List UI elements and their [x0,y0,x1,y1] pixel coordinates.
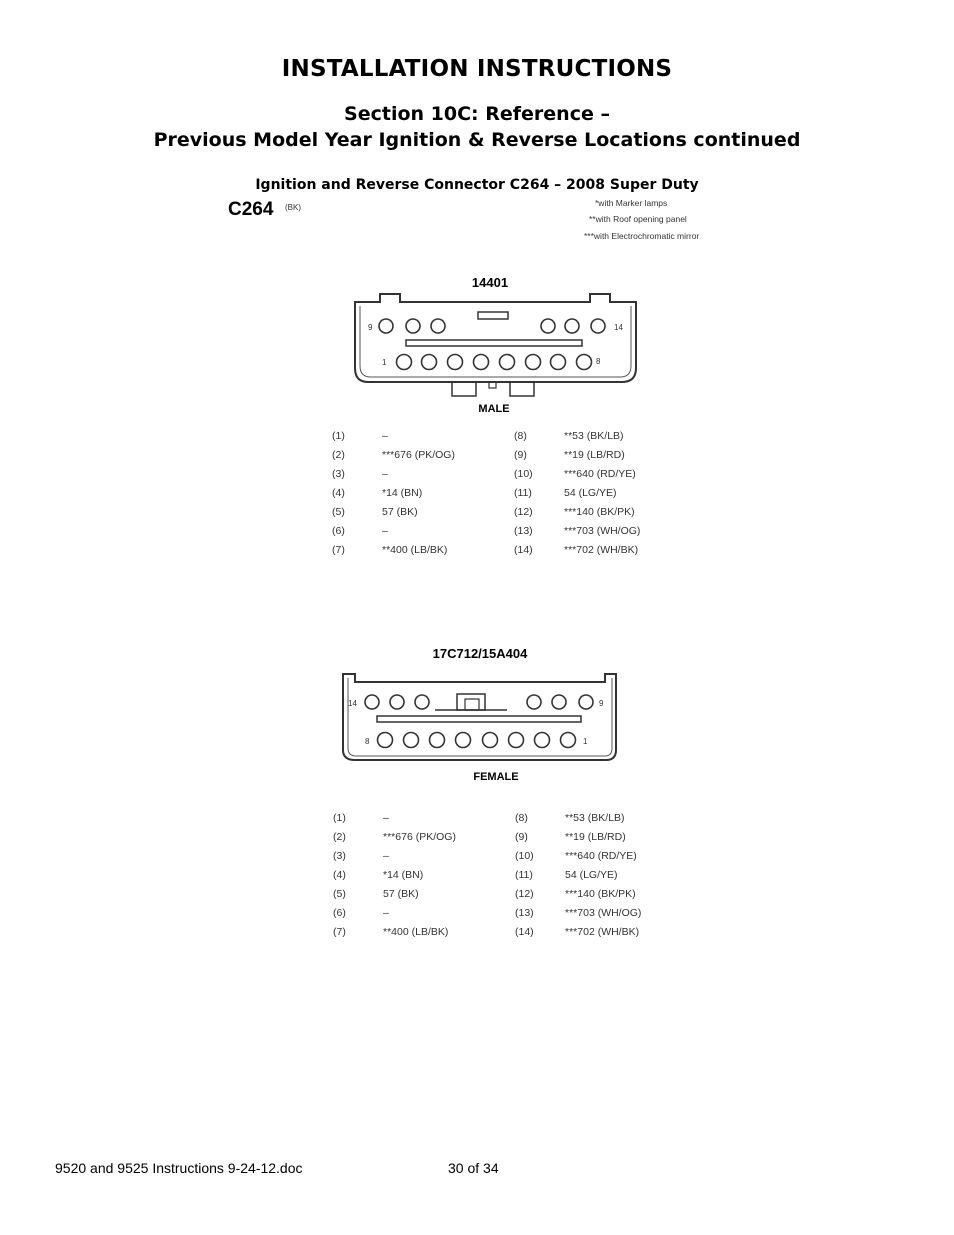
female-pin-table: (1) – (8) **53 (BK/LB) (2) ***676 (PK/OG) (9) **19 (LB/RD) (3) – (10) ***640 (RD/YE) (4) *14 (BN) (11) 54 (LG/YE) (5) 57 (BK) (12) ***140 (BK/PK) (6) – (13) ***703 (WH/OG) (7) **400 (LB/BK) (14) ***702 (WH/BK) [333,812,642,938]
male-label-top-right: 14 [614,323,623,332]
figure-caption: Ignition and Reverse Connector C264 – 2008 Super Duty [255,177,699,193]
male-part-number: 14401 [471,275,509,290]
female-connector-diagram [335,668,625,768]
female-gender-label: FEMALE [473,771,519,783]
female-key-slot [457,694,485,710]
note-roof-panel: **with Roof opening panel [589,214,687,224]
male-label-bottom-right: 8 [596,357,601,366]
male-top-pins [379,319,605,333]
male-gender-label: MALE [478,403,510,415]
male-label-bottom-left: 1 [382,358,387,367]
note-marker-lamps: *with Marker lamps [595,198,668,208]
male-center-bar [406,340,582,346]
section-heading: Section 10C: Reference – [344,103,610,125]
page-title: INSTALLATION INSTRUCTIONS [281,56,673,82]
female-label-top-left: 14 [348,699,357,708]
footer-page-number: 30 of 34 [448,1160,499,1176]
male-key-slot [478,312,508,319]
male-pin-table: (1) – (8) **53 (BK/LB) (2) ***676 (PK/OG) (9) **19 (LB/RD) (3) – (10) ***640 (RD/YE) (4) *14 (BN) (11) 54 (LG/YE) (5) 57 (BK) (12) ***140 (BK/PK) (6) – (13) ***703 (WH/OG) (7) **400 (LB/BK) (14) ***702 (WH/BK) [332,430,641,556]
connector-id: C264 [228,199,274,220]
male-label-top-left: 9 [368,323,373,332]
male-connector-diagram [340,290,650,400]
female-center-bar [377,716,581,722]
note-electrochromatic-mirror: ***with Electrochromatic mirror [584,231,700,241]
female-label-top-right: 9 [599,699,604,708]
section-subheading: Previous Model Year Ignition & Reverse Locations continued [153,129,801,151]
female-label-bottom-right: 1 [583,737,588,746]
female-part-number: 17C712/15A404 [432,646,528,661]
female-bottom-pins [378,733,576,748]
male-bottom-pins [397,355,592,370]
female-label-bottom-left: 8 [365,737,370,746]
connector-color: (BK) [285,203,301,212]
footer-doc-name: 9520 and 9525 Instructions 9-24-12.doc [55,1160,303,1176]
